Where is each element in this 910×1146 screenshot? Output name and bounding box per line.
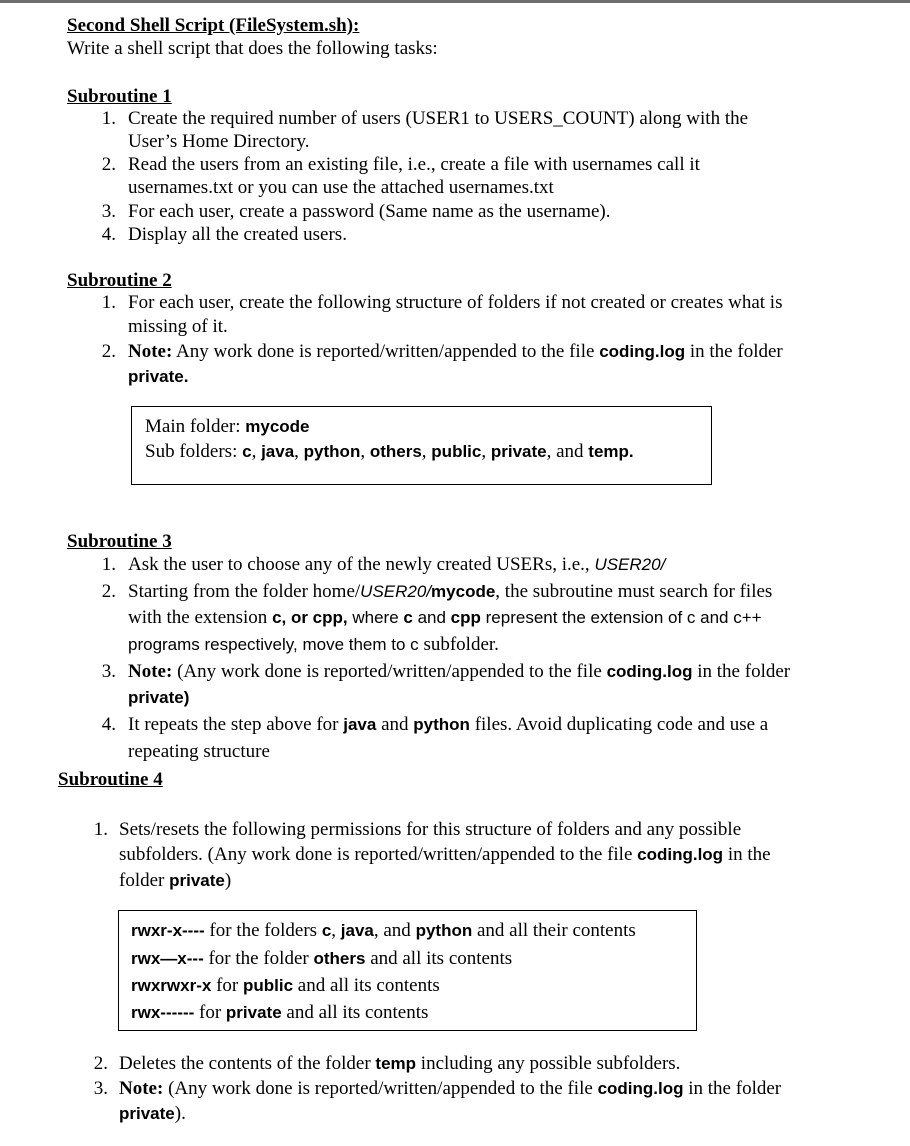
list-number: 2. <box>101 581 116 602</box>
list-number: 4. <box>101 224 116 245</box>
note-label: Note: <box>128 341 173 362</box>
s4-item1-line1: Sets/resets the following permissions for this structure of folders and any possible <box>119 819 742 840</box>
s2-item2-line2: private. <box>128 367 189 386</box>
intro-text: Write a shell script that does the following tasks: <box>67 38 438 59</box>
list-number: 2. <box>101 341 116 362</box>
s4-item3-line1: Note: (Any work done is reported/written/appended to the file coding.log in the folder <box>119 1078 782 1099</box>
s4-item1-line2: subfolders. (Any work done is reported/written/appended to the file coding.log in the <box>119 844 771 865</box>
s3-item1: Ask the user to choose any of the newly created USERs, i.e., USER20/ <box>128 554 666 575</box>
s1-item3: For each user, create a password (Same name as the username). <box>128 201 611 222</box>
s3-item4-line2-clipped: repeating structure <box>128 741 270 762</box>
s3-item4-line1: It repeats the step above for java and python files. Avoid duplicating code and use a <box>128 714 769 735</box>
list-number: 1. <box>101 292 116 313</box>
subroutine-4-heading: Subroutine 4 <box>58 769 163 790</box>
sub-folders-line: Sub folders: c, java, python, others, public, private, and temp. <box>145 441 634 462</box>
s2-item1-line2: missing of it. <box>128 316 228 337</box>
permission-row-1: rwxr-x---- for the folders c, java, and python and all their contents <box>131 920 636 941</box>
list-number: 2. <box>93 1053 108 1074</box>
list-number: 1. <box>101 108 116 129</box>
list-number: 3. <box>93 1078 108 1099</box>
s1-item2-line2: usernames.txt or you can use the attached usernames.txt <box>128 177 554 198</box>
main-folder-line: Main folder: mycode <box>145 416 310 437</box>
s3-item2-line1: Starting from the folder home/USER20/mycode, the subroutine must search for files <box>128 581 773 602</box>
s2-item1-line1: For each user, create the following structure of folders if not created or creates what is <box>128 292 783 313</box>
list-number: 3. <box>101 201 116 222</box>
list-number: 4. <box>101 714 116 735</box>
s4-item1-line3: folder private) <box>119 870 232 891</box>
s1-item1-line1: Create the required number of users (USER1 to USERS_COUNT) along with the <box>128 108 749 129</box>
permission-row-3: rwxrwxr-x for public and all its contents <box>131 975 440 996</box>
page-title: Second Shell Script (FileSystem.sh): <box>67 15 360 36</box>
list-number: 1. <box>93 819 108 840</box>
permission-row-4: rwx------ for private and all its contents <box>131 1002 429 1023</box>
top-rule <box>0 0 910 3</box>
subroutine-3-heading: Subroutine 3 <box>67 531 172 552</box>
s3-item2-line2: with the extension c, or cpp, where c and cpp represent the extension of c and c++ <box>128 607 762 628</box>
s1-item2-line1: Read the users from an existing file, i.e., create a file with usernames call it <box>128 154 700 175</box>
s2-item2-line1: Note: Any work done is reported/written/appended to the file coding.log in the folder <box>128 341 783 362</box>
permission-row-2: rwx—x--- for the folder others and all its contents <box>131 948 513 969</box>
list-number: 2. <box>101 154 116 175</box>
s1-item4: Display all the created users. <box>128 224 347 245</box>
s3-item3-line2: private) <box>128 688 190 707</box>
s3-item3-line1: Note: (Any work done is reported/written/appended to the file coding.log in the folder <box>128 661 791 682</box>
subroutine-1-heading: Subroutine 1 <box>67 86 172 107</box>
s4-item2: Deletes the contents of the folder temp including any possible subfolders. <box>119 1053 681 1074</box>
coding-log-filename: coding.log <box>599 342 686 361</box>
subroutine-2-heading: Subroutine 2 <box>67 270 172 291</box>
s4-item3-line2: private). <box>119 1103 186 1124</box>
s3-item2-line3: programs respectively, move them to c subfolder. <box>128 634 499 655</box>
list-number: 1. <box>101 554 116 575</box>
s1-item1-line2: User’s Home Directory. <box>128 131 310 152</box>
list-number: 3. <box>101 661 116 682</box>
